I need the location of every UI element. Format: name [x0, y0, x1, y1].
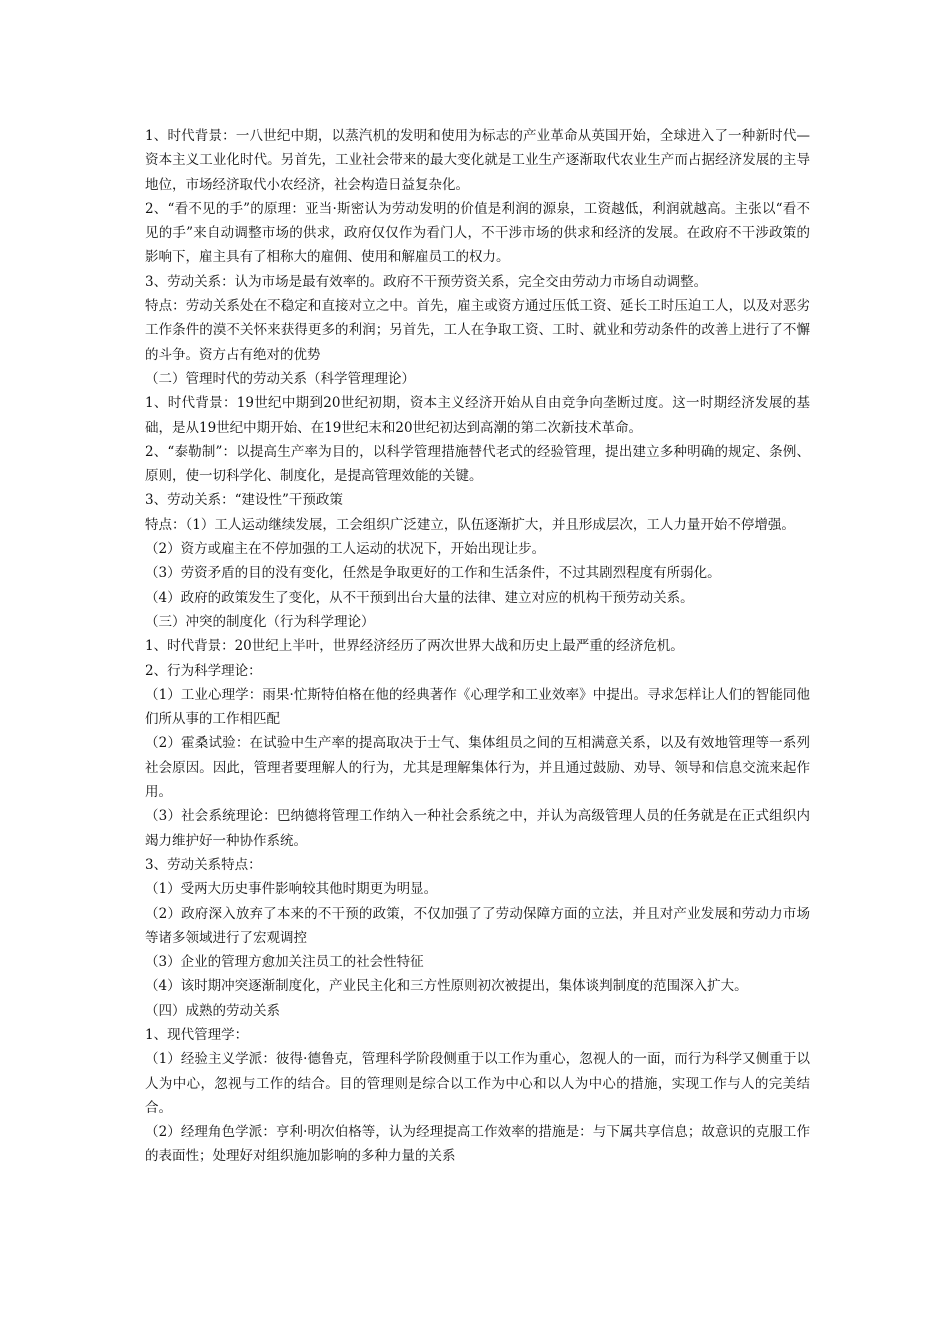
paragraph: 特点：劳动关系处在不稳定和直接对立之中。首先，雇主或资方通过压低工资、延长工时压迫工人，以及对恶劣工作条件的漠不关怀来获得更多的利润；另首先，工人在争取工资、工时、就业和劳动条件的改善上进行了不懈的斗争。资方占有绝对的优势: [145, 298, 810, 363]
paragraph: （3）企业的管理方愈加关注员工的社会性特征: [145, 954, 424, 971]
document-body: [145, 124, 810, 1169]
paragraph: （2）霍桑试验：在试验中生产率的提高取决于士气、集体组员之间的互相满意关系，以及有效地管理等一系列社会原因。因此，管理者要理解人的行为，尤其是理解集体行为，并且通过鼓励、劝导、领导和信息交流来起作用。: [145, 735, 810, 801]
paragraph: 2、“看不见的手”的原理：亚当·斯密认为劳动发明的价值是利润的源泉，工资越低，利润就越高。主张以“看不见的手”来自动调整市场的供求，政府仅仅作为看门人，不干涉市场的供求和经济的发展。在政府不干涉政策的影响下，雇主具有了相称大的雇佣、使用和解雇员工的权力。: [145, 200, 810, 266]
paragraph: 2、行为科学理论：: [145, 662, 262, 679]
paragraph: 特点：（1）工人运动继续发展，工会组织广泛建立，队伍逐渐扩大，并且形成层次，工人力量开始不停增强。: [145, 516, 795, 533]
section-heading: （四）成熟的劳动关系: [145, 1002, 280, 1019]
paragraph: 3、劳动关系：认为市场是最有效率的。政府不干预劳资关系，完全交由劳动力市场自动调整。: [145, 273, 708, 290]
paragraph: （2）经理角色学派：亨利·明次伯格等，认为经理提高工作效率的措施是：与下属共享信息；故意识的克服工作的表面性；处理好对组织施加影响的多种力量的关系: [145, 1124, 810, 1165]
paragraph: （1）经验主义学派：彼得·德鲁克，管理科学阶段侧重于以工作为重心，忽视人的一面，而行为科学又侧重于以人为中心，忽视与工作的结合。目的管理则是综合以工作为中心和以人为中心的措施，实现工作与人的完美结合。: [145, 1051, 810, 1116]
paragraph: （1）工业心理学：雨果·忙斯特伯格在他的经典著作《心理学和工业效率》中提出。寻求怎样让人们的智能同他们所从事的工作相匹配: [145, 686, 810, 728]
paragraph: 2、“泰勒制”：以提高生产率为目的，以科学管理措施替代老式的经验管理，提出建立多种明确的规定、条例、原则，使一切科学化、制度化，是提高管理效能的关键。: [145, 443, 810, 485]
paragraph: 1、时代背景：一八世纪中期，以蒸汽机的发明和使用为标志的产业革命从英国开始，全球进入了一种新时代—资本主义工业化时代。另首先，工业社会带来的最大变化就是工业生产逐渐取代农业生产而占据经济发展的主导地位，市场经济取代小农经济，社会构造日益复杂化。: [145, 128, 810, 193]
paragraph: （1）受两大历史事件影响较其他时期更为明显。: [145, 881, 438, 898]
paragraph: 3、劳动关系：“建设性”干预政策: [145, 492, 343, 509]
section-heading: （三）冲突的制度化（行为科学理论）: [145, 613, 375, 630]
paragraph: （2）政府深入放弃了本来的不干预的政策，不仅加强了了劳动保障方面的立法，并且对产业发展和劳动力市场等诸多领域进行了宏观调控: [145, 905, 810, 946]
paragraph: （3）劳资矛盾的目的没有变化，任然是争取更好的工作和生活条件，不过其剧烈程度有所弱化。: [145, 565, 721, 582]
paragraph: 1、时代背景：20世纪上半叶，世界经济经历了两次世界大战和历史上最严重的经济危机。: [145, 638, 684, 655]
paragraph: 1、现代管理学：: [145, 1026, 249, 1043]
paragraph: （4）政府的政策发生了变化，从不干预到出台大量的法律、建立对应的机构干预劳动关系。: [145, 589, 694, 606]
section-heading: （二）管理时代的劳动关系（科学管理理论）: [145, 370, 415, 387]
paragraph: （2）资方或雇主在不停加强的工人运动的状况下，开始出现让步。: [145, 541, 546, 558]
paragraph: （3）社会系统理论：巴纳德将管理工作纳入一种社会系统之中，并认为高级管理人员的任务就是在正式组织内竭力维护好一种协作系统。: [145, 808, 810, 849]
paragraph: 3、劳动关系特点：: [145, 856, 262, 873]
paragraph: 1、时代背景：19世纪中期到20世纪初期，资本主义经济开始从自由竞争向垄断过度。这一时期经济发展的基础，是从19世纪中期开始、在19世纪末和20世纪初达到高潮的第二次新技术革命。: [145, 395, 810, 436]
paragraph: （4）该时期冲突逐渐制度化，产业民主化和三方性原则初次被提出，集体谈判制度的范围深入扩大。: [145, 978, 748, 995]
